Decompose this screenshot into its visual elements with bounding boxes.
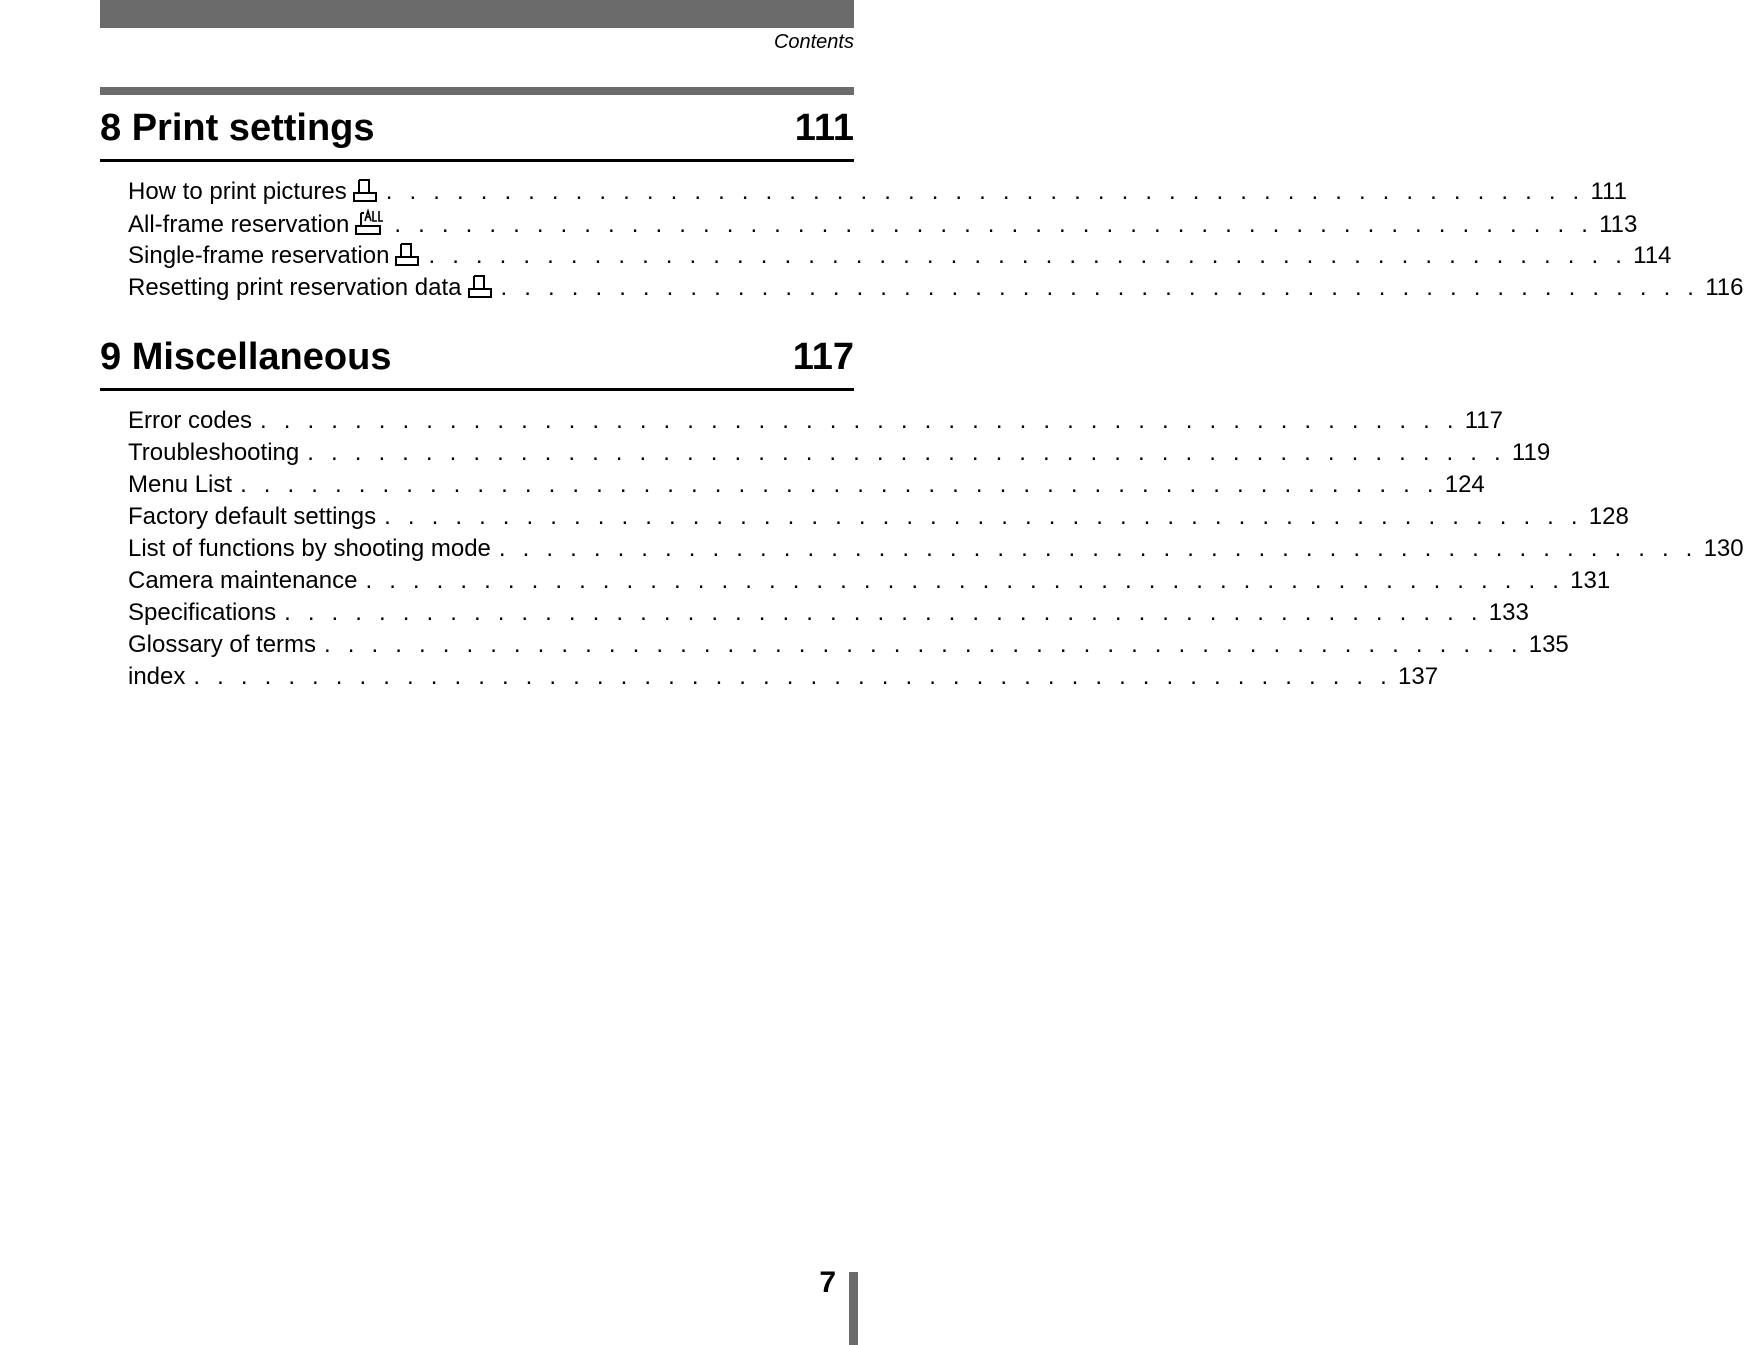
section-heading[interactable] xyxy=(100,109,854,162)
leader-dots: . . . . . . . . . . . . . . . . . . . . . . . . . . . . . . . . . . . . . . . . . . . . . . . . . . . xyxy=(498,535,1698,562)
toc-entry-page: 137 xyxy=(1398,663,1439,690)
toc-entry-page: 130 xyxy=(1703,535,1744,562)
toc-entry-title: Specifications xyxy=(128,599,277,626)
toc-entry-title: Menu List xyxy=(128,471,233,498)
leader-dots: . . . . . . . . . . . . . . . . . . . . . . . . . . . . . . . . . . . . . . . . . . . . . . . . . . . xyxy=(394,211,1594,238)
toc-section-miscellaneous xyxy=(100,336,1744,695)
page-number: 7 xyxy=(819,1266,836,1299)
toc-entry[interactable] xyxy=(128,274,1744,306)
toc-entry[interactable] xyxy=(128,210,1638,242)
toc-entry-title: index xyxy=(128,663,186,690)
section-title: 8 Print settings xyxy=(100,107,375,149)
toc-entry-title: Single-frame reservation xyxy=(128,242,420,274)
toc-entry-title: All-frame reservation xyxy=(128,210,386,243)
toc-entry-page: 133 xyxy=(1488,599,1529,626)
toc-entry-page: 135 xyxy=(1528,631,1569,658)
toc-entry-title: Error codes xyxy=(128,407,253,434)
toc-entry-title: Glossary of terms xyxy=(128,631,317,658)
toc-entry-page: 124 xyxy=(1444,471,1485,498)
leader-dots: . . . . . . . . . . . . . . . . . . . . . . . . . . . . . . . . . . . . . . . . . . . . . . . . . . . xyxy=(260,407,1459,434)
section-title: 9 Miscellaneous xyxy=(100,336,392,378)
toc-entry[interactable] xyxy=(128,631,1569,663)
running-head: Contents xyxy=(773,31,854,53)
section-heading[interactable] xyxy=(100,338,854,391)
toc-entry-title: List of functions by shooting mode xyxy=(128,535,491,562)
section-rule xyxy=(100,87,854,95)
toc-entry-page: 111 xyxy=(1590,178,1627,205)
toc-entry[interactable] xyxy=(128,535,1744,567)
toc-entry-page: 131 xyxy=(1570,567,1611,594)
toc-entry-page: 114 xyxy=(1633,242,1672,269)
toc-entry-page: 113 xyxy=(1599,211,1638,238)
leader-dots: . . . . . . . . . . . . . . . . . . . . . . . . . . . . . . . . . . . . . . . . . . . . . . . . . . . xyxy=(307,439,1506,466)
leader-dots: . . . . . . . . . . . . . . . . . . . . . . . . . . . . . . . . . . . . . . . . . . . . . . . . . . . xyxy=(365,567,1565,594)
toc-entry[interactable] xyxy=(128,178,1627,210)
toc-entry[interactable] xyxy=(128,407,1503,439)
header-bar xyxy=(100,0,854,28)
leader-dots: . . . . . . . . . . . . . . . . . . . . . . . . . . . . . . . . . . . . . . . . . . . . . . . . . . . xyxy=(193,663,1393,690)
toc-entry-title: Factory default settings xyxy=(128,503,377,530)
toc-entry[interactable] xyxy=(128,599,1529,631)
section-page: 111 xyxy=(794,107,854,149)
toc-entry-page: 117 xyxy=(1464,407,1503,434)
print-all-icon xyxy=(354,210,386,243)
toc-list xyxy=(100,178,1744,306)
print-icon xyxy=(467,275,493,306)
toc-entry-title: Resetting print reservation data xyxy=(128,274,493,306)
toc-entry[interactable] xyxy=(128,663,1439,695)
leader-dots: . . . . . . . . . . . . . . . . . . . . . . . . . . . . . . . . . . . . . . . . . . . . . . . . . . . xyxy=(284,599,1483,626)
toc-entry[interactable] xyxy=(128,242,1672,274)
toc-entry-page: 119 xyxy=(1511,439,1551,466)
print-icon xyxy=(352,179,378,210)
leader-dots: . . . . . . . . . . . . . . . . . . . . . . . . . . . . . . . . . . . . . . . . . . . . . . . . . . . xyxy=(324,631,1523,658)
section-page: 117 xyxy=(792,336,854,378)
leader-dots: . . . . . . . . . . . . . . . . . . . . . . . . . . . . . . . . . . . . . . . . . . . . . . . . . . . xyxy=(384,503,1583,530)
leader-dots: . . . . . . . . . . . . . . . . . . . . . . . . . . . . . . . . . . . . . . . . . . . . . . . . . . . xyxy=(500,274,1700,301)
print-icon xyxy=(394,243,420,274)
toc-entry-title: Camera maintenance xyxy=(128,567,358,594)
toc-entry-title: How to print pictures xyxy=(128,178,378,210)
toc-entry-page: 116 xyxy=(1705,274,1744,301)
toc-section-print-settings xyxy=(100,87,1744,306)
toc-entry[interactable] xyxy=(128,567,1611,599)
toc-list xyxy=(100,407,1744,695)
leader-dots: . . . . . . . . . . . . . . . . . . . . . . . . . . . . . . . . . . . . . . . . . . . . . . . . . . . xyxy=(385,178,1585,205)
toc-entry[interactable] xyxy=(128,503,1629,535)
page-edge-tab xyxy=(849,1272,858,1345)
toc-entry[interactable] xyxy=(128,471,1485,503)
toc-entry-title: Troubleshooting xyxy=(128,439,300,466)
toc-entry-page: 128 xyxy=(1588,503,1629,530)
leader-dots: . . . . . . . . . . . . . . . . . . . . . . . . . . . . . . . . . . . . . . . . . . . . . . . . . . . xyxy=(428,242,1628,269)
leader-dots: . . . . . . . . . . . . . . . . . . . . . . . . . . . . . . . . . . . . . . . . . . . . . . . . . . . xyxy=(240,471,1439,498)
toc-entry[interactable] xyxy=(128,439,1551,471)
